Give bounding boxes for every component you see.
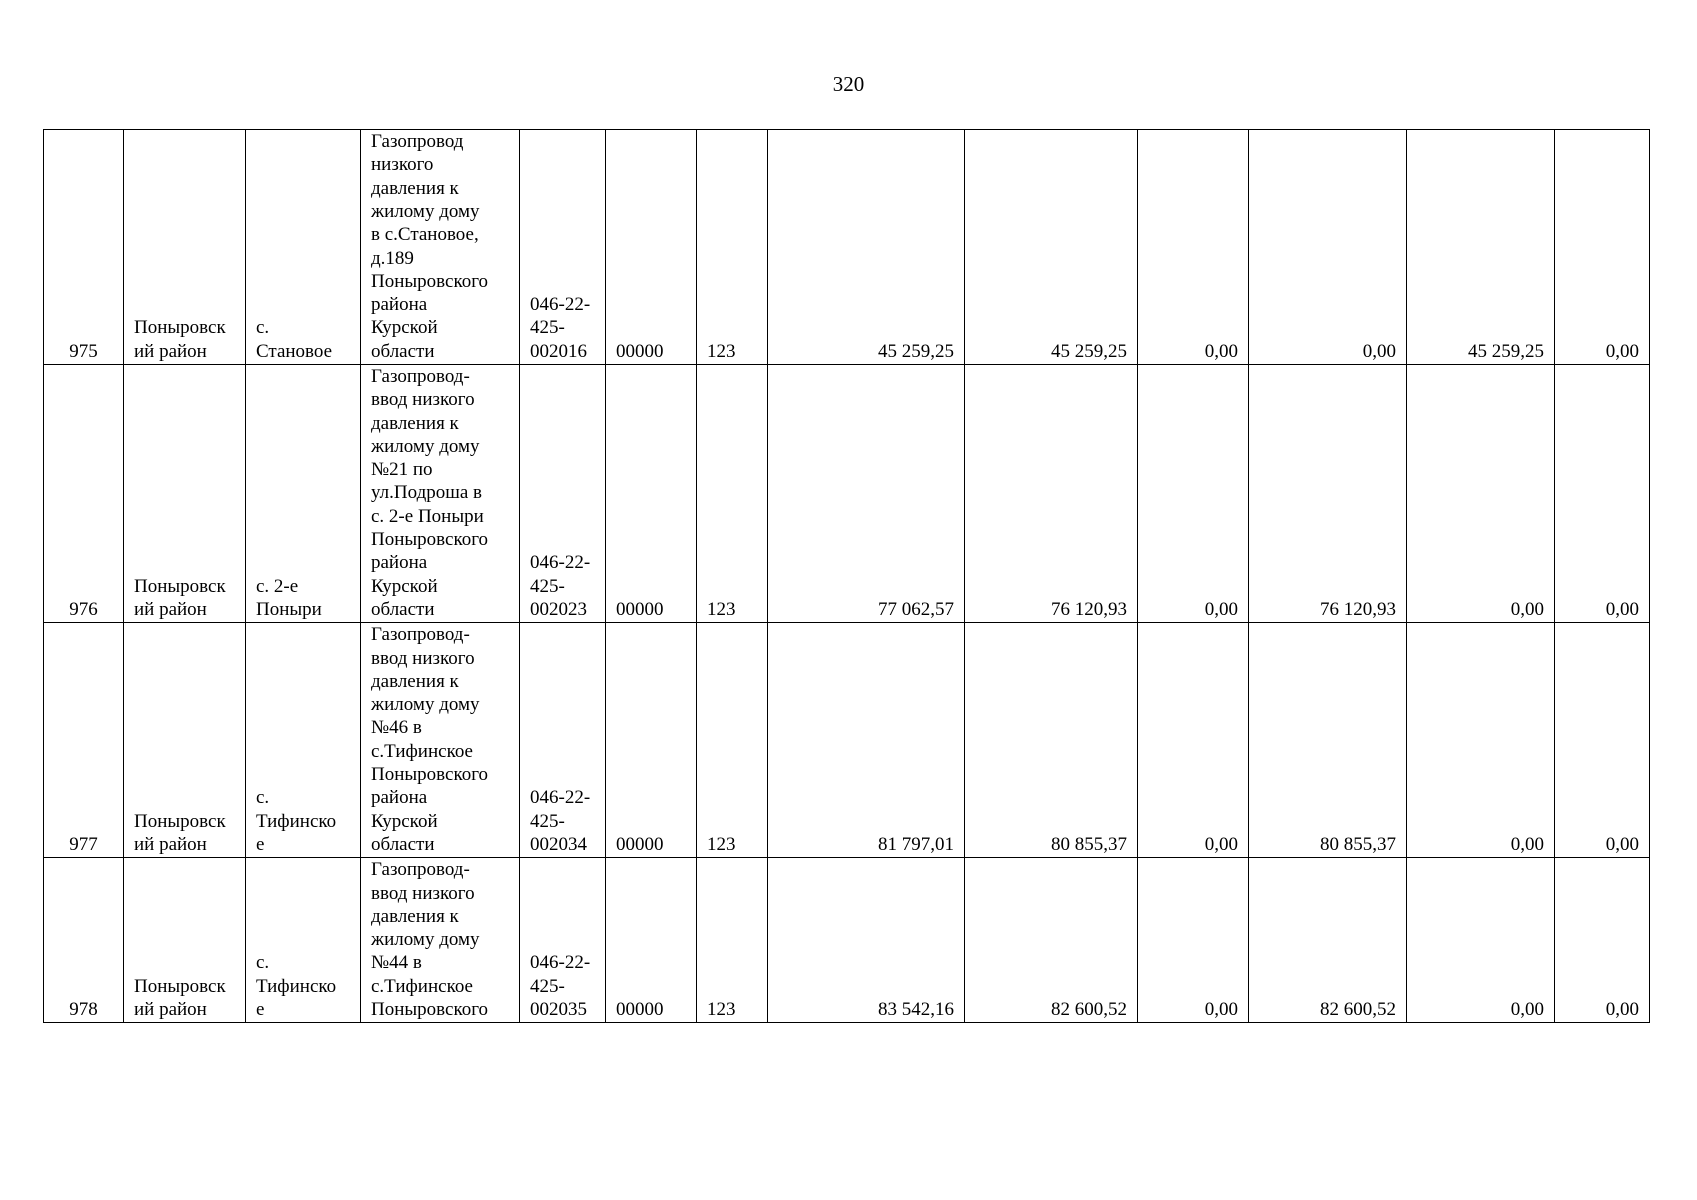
inventory-number-cell-line: 046-22- — [530, 294, 591, 316]
inventory-number-cell-line: 425- — [530, 975, 565, 997]
settlement-cell-line: Становое — [256, 340, 333, 362]
object-name-cell-line: Поныровского — [371, 529, 489, 551]
district-cell-line: ий район — [134, 598, 207, 620]
object-name-cell-line: района — [371, 787, 428, 809]
inventory-number-cell-line: 002023 — [530, 598, 587, 620]
kbk-cell: 123 — [697, 130, 768, 365]
value-cell-3: 0,00 — [1138, 130, 1249, 365]
code-cell: 00000 — [606, 858, 697, 1023]
object-name-cell-line: ввод низкого — [371, 647, 475, 669]
code-cell: 00000 — [606, 365, 697, 623]
object-name-cell-line: низкого — [371, 154, 434, 176]
table-body — [44, 130, 1650, 1023]
data-table — [43, 129, 1650, 1023]
table-row — [44, 365, 1650, 623]
value-cell-5: 0,00 — [1407, 365, 1555, 623]
district-cell-line: ий район — [134, 340, 207, 362]
code-cell: 00000 — [606, 623, 697, 858]
object-name-cell-line: с.Тифинское — [371, 975, 473, 997]
object-name-cell-line: давления к — [371, 905, 459, 927]
table-row — [44, 623, 1650, 858]
code-cell: 00000 — [606, 130, 697, 365]
object-name-cell-line: жилому дому — [371, 929, 480, 951]
district-cell — [124, 365, 246, 623]
object-name-cell-line: Газопровод- — [371, 624, 470, 646]
settlement-cell-line: с. 2-е — [256, 575, 299, 597]
object-name-cell-line: д.189 — [371, 247, 414, 269]
inventory-number-cell-line: 046-22- — [530, 552, 591, 574]
page-number: 320 — [832, 72, 865, 96]
table-row — [44, 858, 1650, 1023]
row-number: 977 — [44, 623, 124, 858]
kbk-cell: 123 — [697, 365, 768, 623]
object-name-cell-line: Поныровского — [371, 764, 489, 786]
object-name-cell-line: Курской — [371, 317, 438, 339]
settlement-cell-line: с. — [256, 317, 270, 339]
object-name-cell-line: давления к — [371, 670, 459, 692]
object-name-cell-line: №21 по — [371, 459, 433, 481]
object-name-cell-line: ввод низкого — [371, 389, 475, 411]
value-cell-6: 0,00 — [1555, 623, 1650, 858]
object-name-cell-line: жилому дому — [371, 435, 480, 457]
object-name-cell-line: области — [371, 340, 435, 362]
value-cell-3: 0,00 — [1138, 623, 1249, 858]
value-cell-6: 0,00 — [1555, 858, 1650, 1023]
district-cell-line: Поныровск — [134, 975, 226, 997]
object-name-cell-line: жилому дому — [371, 694, 480, 716]
object-name-cell — [361, 858, 520, 1023]
value-cell-6: 0,00 — [1555, 365, 1650, 623]
settlement-cell-line: е — [256, 999, 265, 1021]
district-cell-line: Поныровск — [134, 317, 226, 339]
value-cell-1: 77 062,57 — [768, 365, 965, 623]
value-cell-3: 0,00 — [1138, 858, 1249, 1023]
object-name-cell-line: Газопровод- — [371, 366, 470, 387]
value-cell-4: 76 120,93 — [1249, 365, 1407, 623]
object-name-cell-line: №46 в — [371, 717, 422, 739]
object-name-cell-line: давления к — [371, 177, 459, 199]
district-cell — [124, 130, 246, 365]
inventory-number-cell-line: 425- — [530, 575, 565, 597]
settlement-cell-line: Тифинско — [256, 810, 337, 832]
table-row — [44, 130, 1650, 365]
object-name-cell — [361, 130, 520, 365]
value-cell-5: 45 259,25 — [1407, 130, 1555, 365]
object-name-cell-line: Курской — [371, 575, 438, 597]
district-cell — [124, 623, 246, 858]
value-cell-2: 45 259,25 — [965, 130, 1138, 365]
district-cell-line: Поныровск — [134, 575, 226, 597]
inventory-number-cell — [520, 858, 606, 1023]
inventory-number-cell-line: 425- — [530, 810, 565, 832]
object-name-cell-line: Поныровского — [371, 999, 489, 1021]
value-cell-5: 0,00 — [1407, 858, 1555, 1023]
value-cell-2: 80 855,37 — [965, 623, 1138, 858]
object-name-cell-line: района — [371, 294, 428, 316]
object-name-cell-line: Курской — [371, 810, 438, 832]
inventory-number-cell-line: 002034 — [530, 833, 587, 855]
object-name-cell-line: №44 в — [371, 952, 422, 974]
object-name-cell-line: области — [371, 598, 435, 620]
inventory-number-cell — [520, 623, 606, 858]
settlement-cell — [246, 858, 361, 1023]
object-name-cell-line: области — [371, 833, 435, 855]
object-name-cell-line: жилому дому — [371, 200, 480, 222]
inventory-number-cell — [520, 365, 606, 623]
value-cell-2: 82 600,52 — [965, 858, 1138, 1023]
settlement-cell-line: Поныри — [256, 598, 322, 620]
settlement-cell — [246, 365, 361, 623]
settlement-cell-line: Тифинско — [256, 975, 337, 997]
inventory-number-cell-line: 046-22- — [530, 787, 591, 809]
district-cell — [124, 858, 246, 1023]
district-cell-line: Поныровск — [134, 810, 226, 832]
value-cell-4: 82 600,52 — [1249, 858, 1407, 1023]
value-cell-6: 0,00 — [1555, 130, 1650, 365]
inventory-number-cell-line: 002035 — [530, 999, 587, 1021]
object-name-cell — [361, 365, 520, 623]
object-name-cell-line: Газопровод- — [371, 859, 470, 881]
value-cell-1: 45 259,25 — [768, 130, 965, 365]
object-name-cell-line: Газопровод — [371, 131, 464, 153]
object-name-cell-line: Поныровского — [371, 270, 489, 292]
object-name-cell — [361, 623, 520, 858]
value-cell-4: 0,00 — [1249, 130, 1407, 365]
object-name-cell-line: в с.Становое, — [371, 224, 479, 246]
value-cell-1: 83 542,16 — [768, 858, 965, 1023]
value-cell-2: 76 120,93 — [965, 365, 1138, 623]
object-name-cell-line: ул.Подроша в — [371, 482, 483, 504]
district-cell-line: ий район — [134, 999, 207, 1021]
district-cell-line: ий район — [134, 833, 207, 855]
kbk-cell: 123 — [697, 858, 768, 1023]
settlement-cell-line: е — [256, 833, 265, 855]
inventory-number-cell-line: 046-22- — [530, 952, 591, 974]
value-cell-1: 81 797,01 — [768, 623, 965, 858]
object-name-cell-line: давления к — [371, 412, 459, 434]
row-number: 978 — [44, 858, 124, 1023]
object-name-cell-line: района — [371, 552, 428, 574]
settlement-cell — [246, 623, 361, 858]
inventory-number-cell-line: 002016 — [530, 340, 587, 362]
settlement-cell-line: с. — [256, 787, 270, 809]
value-cell-4: 80 855,37 — [1249, 623, 1407, 858]
object-name-cell-line: ввод низкого — [371, 882, 475, 904]
kbk-cell: 123 — [697, 623, 768, 858]
settlement-cell — [246, 130, 361, 365]
row-number: 975 — [44, 130, 124, 365]
row-number: 976 — [44, 365, 124, 623]
value-cell-5: 0,00 — [1407, 623, 1555, 858]
object-name-cell-line: с. 2-е Поныри — [371, 505, 484, 527]
inventory-number-cell-line: 425- — [530, 317, 565, 339]
settlement-cell-line: с. — [256, 952, 270, 974]
inventory-number-cell — [520, 130, 606, 365]
object-name-cell-line: с.Тифинское — [371, 740, 473, 762]
value-cell-3: 0,00 — [1138, 365, 1249, 623]
